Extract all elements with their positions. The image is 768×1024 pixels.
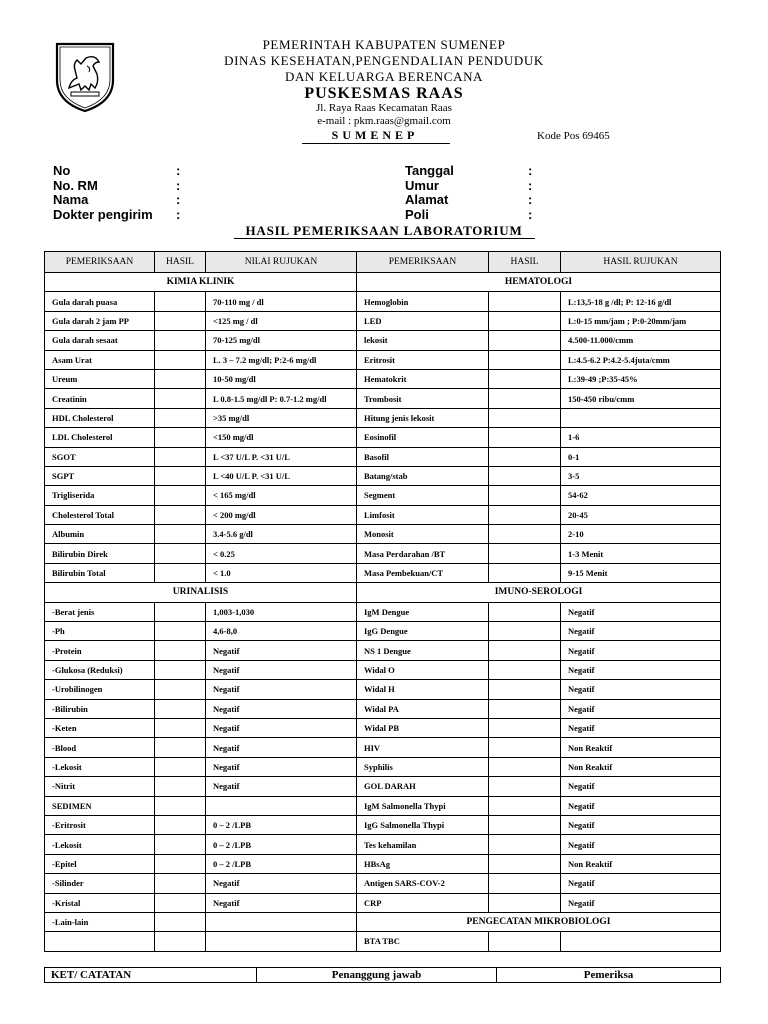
result-cell — [489, 757, 561, 776]
test-name: GOL DARAH — [357, 777, 489, 796]
header-address: Jl. Raya Raas Kecamatan Raas — [316, 102, 452, 114]
test-name: Widal PB — [357, 718, 489, 737]
test-name: HBsAg — [357, 854, 489, 873]
test-name: Gula darah sesaat — [45, 331, 155, 350]
result-cell — [489, 505, 561, 524]
reference-cell: 10-50 mg/dl — [206, 369, 357, 388]
test-name: Gula darah puasa — [45, 292, 155, 311]
result-cell — [155, 428, 206, 447]
reference-cell: L. 3 – 7.2 mg/dl; P:2-6 mg/dl — [206, 350, 357, 369]
test-name: -Eritrosit — [45, 815, 155, 834]
test-name: Syphilis — [357, 757, 489, 776]
result-cell — [489, 525, 561, 544]
result-cell — [489, 777, 561, 796]
section-header: HEMATOLOGI — [357, 273, 721, 292]
test-name: SGOT — [45, 447, 155, 466]
result-cell — [155, 641, 206, 660]
section-header: PENGECATAN MIKROBIOLOGI — [357, 912, 721, 931]
result-cell — [155, 544, 206, 563]
table-row — [45, 466, 721, 485]
table-row — [45, 292, 721, 311]
label-umur: Umur — [405, 177, 439, 193]
result-cell — [489, 893, 561, 912]
test-name: Limfosit — [357, 505, 489, 524]
test-name: Widal O — [357, 660, 489, 679]
lab-results-table — [44, 251, 721, 952]
test-name: SGPT — [45, 466, 155, 485]
reference-cell: Non Reaktif — [561, 738, 721, 757]
result-cell — [489, 718, 561, 737]
test-name: Gula darah 2 jam PP — [45, 311, 155, 330]
result-cell — [489, 660, 561, 679]
result-cell — [489, 447, 561, 466]
reference-cell: Negatif — [206, 738, 357, 757]
colon: : — [176, 177, 181, 193]
reference-cell: 54-62 — [561, 486, 721, 505]
test-name — [45, 932, 155, 951]
result-cell — [155, 408, 206, 427]
title-underline — [234, 238, 535, 239]
reference-cell: L:4.5-6.2 P:4.2-5.4juta/cmm — [561, 350, 721, 369]
test-name: HIV — [357, 738, 489, 757]
test-name: -Urobilinogen — [45, 680, 155, 699]
table-row — [45, 699, 721, 718]
colon: : — [176, 206, 181, 222]
reference-cell: L:39-49 ;P:35-45% — [561, 369, 721, 388]
reference-cell: 1-3 Menit — [561, 544, 721, 563]
result-cell — [155, 932, 206, 951]
test-name: IgG Dengue — [357, 622, 489, 641]
reference-cell: Negatif — [206, 680, 357, 699]
reference-cell: Negatif — [561, 602, 721, 621]
test-name: BTA TBC — [357, 932, 489, 951]
reference-cell — [206, 796, 357, 815]
result-cell — [489, 428, 561, 447]
test-name: -Lekosit — [45, 835, 155, 854]
test-name: IgM Dengue — [357, 602, 489, 621]
test-name: -Epitel — [45, 854, 155, 873]
reference-cell: 0 – 2 /LPB — [206, 815, 357, 834]
col-header: PEMERIKSAAN — [45, 252, 155, 273]
table-row — [45, 350, 721, 369]
report-title: HASIL PEMERIKSAAN LABORATORIUM — [245, 223, 523, 238]
test-name: Widal PA — [357, 699, 489, 718]
section-header: URINALISIS — [45, 583, 357, 602]
table-row — [45, 738, 721, 757]
result-cell — [155, 389, 206, 408]
reference-cell: 0-1 — [561, 447, 721, 466]
table-row — [45, 369, 721, 388]
result-cell — [489, 932, 561, 951]
result-cell — [489, 350, 561, 369]
table-row — [45, 641, 721, 660]
result-cell — [155, 796, 206, 815]
result-cell — [489, 408, 561, 427]
table-row — [45, 854, 721, 873]
result-cell — [155, 874, 206, 893]
colon: : — [528, 163, 533, 178]
reference-cell: Negatif — [206, 660, 357, 679]
table-row — [45, 893, 721, 912]
reference-cell: 1,003-1,030 — [206, 602, 357, 621]
result-cell — [489, 641, 561, 660]
table-row — [45, 486, 721, 505]
reference-cell: 3-5 — [561, 466, 721, 485]
result-cell — [155, 815, 206, 834]
table-row — [45, 718, 721, 737]
test-name: Widal H — [357, 680, 489, 699]
result-cell — [155, 777, 206, 796]
col-header: NILAI RUJUKAN — [206, 252, 357, 273]
reference-cell: Negatif — [561, 796, 721, 815]
test-name: HDL Cholesterol — [45, 408, 155, 427]
table-row — [45, 331, 721, 350]
result-cell — [155, 718, 206, 737]
reference-cell: Negatif — [206, 757, 357, 776]
test-name: -Lekosit — [45, 757, 155, 776]
label-tanggal: Tanggal — [405, 163, 454, 178]
reference-cell: 20-45 — [561, 505, 721, 524]
reference-cell: < 165 mg/dl — [206, 486, 357, 505]
result-cell — [489, 311, 561, 330]
table-row — [45, 447, 721, 466]
result-cell — [489, 796, 561, 815]
test-name: -Kristal — [45, 893, 155, 912]
test-name: Albumin — [45, 525, 155, 544]
section-header: IMUNO-SEROLOGI — [357, 583, 721, 602]
section-header: KIMIA KLINIK — [45, 273, 357, 292]
result-cell — [489, 292, 561, 311]
test-name: Trigliserida — [45, 486, 155, 505]
test-name: Bilirubin Direk — [45, 544, 155, 563]
header-line-2: DINAS KESEHATAN,PENGENDALIAN PENDUDUK — [224, 53, 544, 68]
city-underline — [302, 143, 450, 144]
result-cell — [489, 389, 561, 408]
test-name: SEDIMEN — [45, 796, 155, 815]
test-name: -Nitrit — [45, 777, 155, 796]
result-cell — [155, 660, 206, 679]
reference-cell: 9-15 Menit — [561, 563, 721, 582]
result-cell — [489, 331, 561, 350]
result-cell — [155, 757, 206, 776]
reference-cell: 0 – 2 /LPB — [206, 854, 357, 873]
table-row — [45, 757, 721, 776]
test-name: NS 1 Dengue — [357, 641, 489, 660]
label-nama: Nama — [53, 192, 89, 208]
result-cell — [155, 369, 206, 388]
reference-cell: < 1.0 — [206, 563, 357, 582]
test-name: Creatinin — [45, 389, 155, 408]
test-name: Eosinofil — [357, 428, 489, 447]
table-row — [45, 505, 721, 524]
table-row — [45, 544, 721, 563]
result-cell — [489, 622, 561, 641]
test-name: -Glukosa (Reduksi) — [45, 660, 155, 679]
reference-cell: 70-110 mg / dl — [206, 292, 357, 311]
result-cell — [155, 622, 206, 641]
colon: : — [528, 206, 533, 222]
test-name: -Lain-lain — [45, 912, 155, 931]
reference-cell: Negatif — [206, 718, 357, 737]
reference-cell: Negatif — [561, 641, 721, 660]
test-name: Monosit — [357, 525, 489, 544]
result-cell — [155, 447, 206, 466]
reference-cell: Non Reaktif — [561, 757, 721, 776]
result-cell — [489, 486, 561, 505]
identity-right — [405, 163, 533, 222]
table-row — [45, 428, 721, 447]
test-name: Trombosit — [357, 389, 489, 408]
reference-cell: 150-450 ribu/cmm — [561, 389, 721, 408]
table-row — [45, 311, 721, 330]
test-name: Basofil — [357, 447, 489, 466]
test-name: Cholesterol Total — [45, 505, 155, 524]
test-name: LDL Cholesterol — [45, 428, 155, 447]
reference-cell: Negatif — [206, 641, 357, 660]
colon: : — [528, 177, 533, 193]
result-cell — [155, 292, 206, 311]
reference-cell: Negatif — [206, 699, 357, 718]
reference-cell: < 200 mg/dl — [206, 505, 357, 524]
reference-cell: <150 mg/dl — [206, 428, 357, 447]
reference-cell — [561, 932, 721, 951]
header-line-1: PEMERINTAH KABUPATEN SUMENEP — [262, 37, 506, 52]
test-name: -Ph — [45, 622, 155, 641]
reference-cell: Negatif — [561, 680, 721, 699]
reference-cell: 4,6-8,0 — [206, 622, 357, 641]
test-name: Batang/stab — [357, 466, 489, 485]
reference-cell: Non Reaktif — [561, 854, 721, 873]
penanggung-jawab: Penanggung jawab — [257, 968, 497, 983]
col-header: HASIL — [155, 252, 206, 273]
test-name: CRP — [357, 893, 489, 912]
test-name: IgM Salmonella Thypi — [357, 796, 489, 815]
result-cell — [489, 680, 561, 699]
result-cell — [155, 311, 206, 330]
test-name: Bilirubin Total — [45, 563, 155, 582]
reference-cell: 3.4-5.6 g/dl — [206, 525, 357, 544]
test-name: -Protein — [45, 641, 155, 660]
table-row — [45, 408, 721, 427]
table-row — [45, 874, 721, 893]
table-row — [45, 912, 721, 931]
header-line-3: DAN KELUARGA BERENCANA — [284, 69, 484, 84]
test-name: Asam Urat — [45, 350, 155, 369]
test-name: Hemoglobin — [357, 292, 489, 311]
result-cell — [489, 602, 561, 621]
col-header: HASIL RUJUKAN — [561, 252, 721, 273]
colon: : — [176, 192, 181, 208]
col-header: HASIL — [489, 252, 561, 273]
header-city: SUMENEP — [331, 128, 419, 142]
test-name: LED — [357, 311, 489, 330]
table-row — [45, 622, 721, 641]
reference-cell: < 0.25 — [206, 544, 357, 563]
col-header: PEMERIKSAAN — [357, 252, 489, 273]
test-name: -Bilirubin — [45, 699, 155, 718]
test-name: Masa Perdarahan /BT — [357, 544, 489, 563]
reference-cell: L <40 U/L P. <31 U/L — [206, 466, 357, 485]
reference-cell: <125 mg / dl — [206, 311, 357, 330]
result-cell — [155, 602, 206, 621]
table-row — [45, 932, 721, 951]
table-row — [45, 835, 721, 854]
result-cell — [155, 563, 206, 582]
result-cell — [489, 563, 561, 582]
result-cell — [155, 699, 206, 718]
reference-cell: Negatif — [206, 777, 357, 796]
test-name: Antigen SARS-COV-2 — [357, 874, 489, 893]
label-poli: Poli — [405, 206, 429, 222]
reference-cell: Negatif — [561, 622, 721, 641]
table-row — [45, 563, 721, 582]
test-name: -Blood — [45, 738, 155, 757]
result-cell — [489, 544, 561, 563]
reference-cell: Negatif — [206, 893, 357, 912]
result-cell — [489, 815, 561, 834]
header-email: e-mail : pkm.raas@gmail.com — [317, 115, 451, 127]
label-dokter: Dokter pengirim — [53, 206, 153, 222]
result-cell — [155, 466, 206, 485]
test-name: -Berat jenis — [45, 602, 155, 621]
table-row — [45, 777, 721, 796]
reference-cell: L 0.8-1.5 mg/dl P: 0.7-1.2 mg/dl — [206, 389, 357, 408]
result-cell — [489, 369, 561, 388]
result-cell — [155, 505, 206, 524]
table-row — [45, 389, 721, 408]
identity-left — [53, 163, 181, 222]
reference-cell: L:0-15 mm/jam ; P:0-20mm/jam — [561, 311, 721, 330]
table-row — [45, 602, 721, 621]
result-cell — [155, 893, 206, 912]
result-cell — [489, 854, 561, 873]
test-name: Hematokrit — [357, 369, 489, 388]
reference-cell: L:13,5-18 g /dl; P: 12-16 g/dl — [561, 292, 721, 311]
reference-cell — [561, 408, 721, 427]
reference-cell — [206, 932, 357, 951]
test-name: Eritrosit — [357, 350, 489, 369]
result-cell — [155, 738, 206, 757]
table-row — [45, 583, 721, 602]
result-cell — [155, 350, 206, 369]
table-row — [45, 525, 721, 544]
reference-cell: Negatif — [561, 718, 721, 737]
reference-cell: >35 mg/dl — [206, 408, 357, 427]
result-cell — [155, 486, 206, 505]
reference-cell: 4.500-11.000/cmm — [561, 331, 721, 350]
test-name: lekosit — [357, 331, 489, 350]
table-row — [45, 273, 721, 292]
test-name: Hitung jenis lekosit — [357, 408, 489, 427]
ket-catatan: KET/ CATATAN — [45, 968, 257, 983]
test-name: -Keten — [45, 718, 155, 737]
reference-cell: 70-125 mg/dl — [206, 331, 357, 350]
table-header-row — [45, 252, 721, 273]
reference-cell: Negatif — [561, 777, 721, 796]
result-cell — [489, 699, 561, 718]
result-cell — [489, 874, 561, 893]
result-cell — [155, 680, 206, 699]
result-cell — [489, 738, 561, 757]
postal-code: Kode Pos 69465 — [537, 130, 610, 142]
test-name: -Silinder — [45, 874, 155, 893]
result-cell — [155, 854, 206, 873]
table-row — [45, 680, 721, 699]
label-alamat: Alamat — [405, 192, 449, 208]
reference-cell: 2-10 — [561, 525, 721, 544]
result-cell — [155, 835, 206, 854]
reference-cell: Negatif — [561, 699, 721, 718]
reference-cell: L <37 U/L P. <31 U/L — [206, 447, 357, 466]
signature-footer — [44, 967, 721, 983]
test-name: Masa Pembekuan/CT — [357, 563, 489, 582]
test-name: Tes kehamilan — [357, 835, 489, 854]
table-row — [45, 660, 721, 679]
colon: : — [176, 163, 181, 178]
reference-cell: Negatif — [561, 835, 721, 854]
result-cell — [489, 466, 561, 485]
label-no: No — [53, 163, 71, 178]
reference-cell: Negatif — [561, 893, 721, 912]
result-cell — [489, 835, 561, 854]
result-cell — [155, 912, 206, 931]
reference-cell — [206, 912, 357, 931]
test-name: Ureum — [45, 369, 155, 388]
result-cell — [155, 331, 206, 350]
label-no-rm: No. RM — [53, 177, 98, 193]
reference-cell: 1-6 — [561, 428, 721, 447]
result-cell — [155, 525, 206, 544]
test-name: Segment — [357, 486, 489, 505]
table-row — [45, 815, 721, 834]
table-row — [45, 796, 721, 815]
test-name: IgG Salmonella Thypi — [357, 815, 489, 834]
pemeriksa: Pemeriksa — [497, 968, 721, 983]
colon: : — [528, 192, 533, 208]
reference-cell: Negatif — [206, 874, 357, 893]
reference-cell: Negatif — [561, 815, 721, 834]
reference-cell: 0 – 2 /LPB — [206, 835, 357, 854]
reference-cell: Negatif — [561, 660, 721, 679]
reference-cell: Negatif — [561, 874, 721, 893]
footer-row — [45, 968, 721, 983]
puskesmas-name: PUSKESMAS RAAS — [304, 85, 464, 102]
